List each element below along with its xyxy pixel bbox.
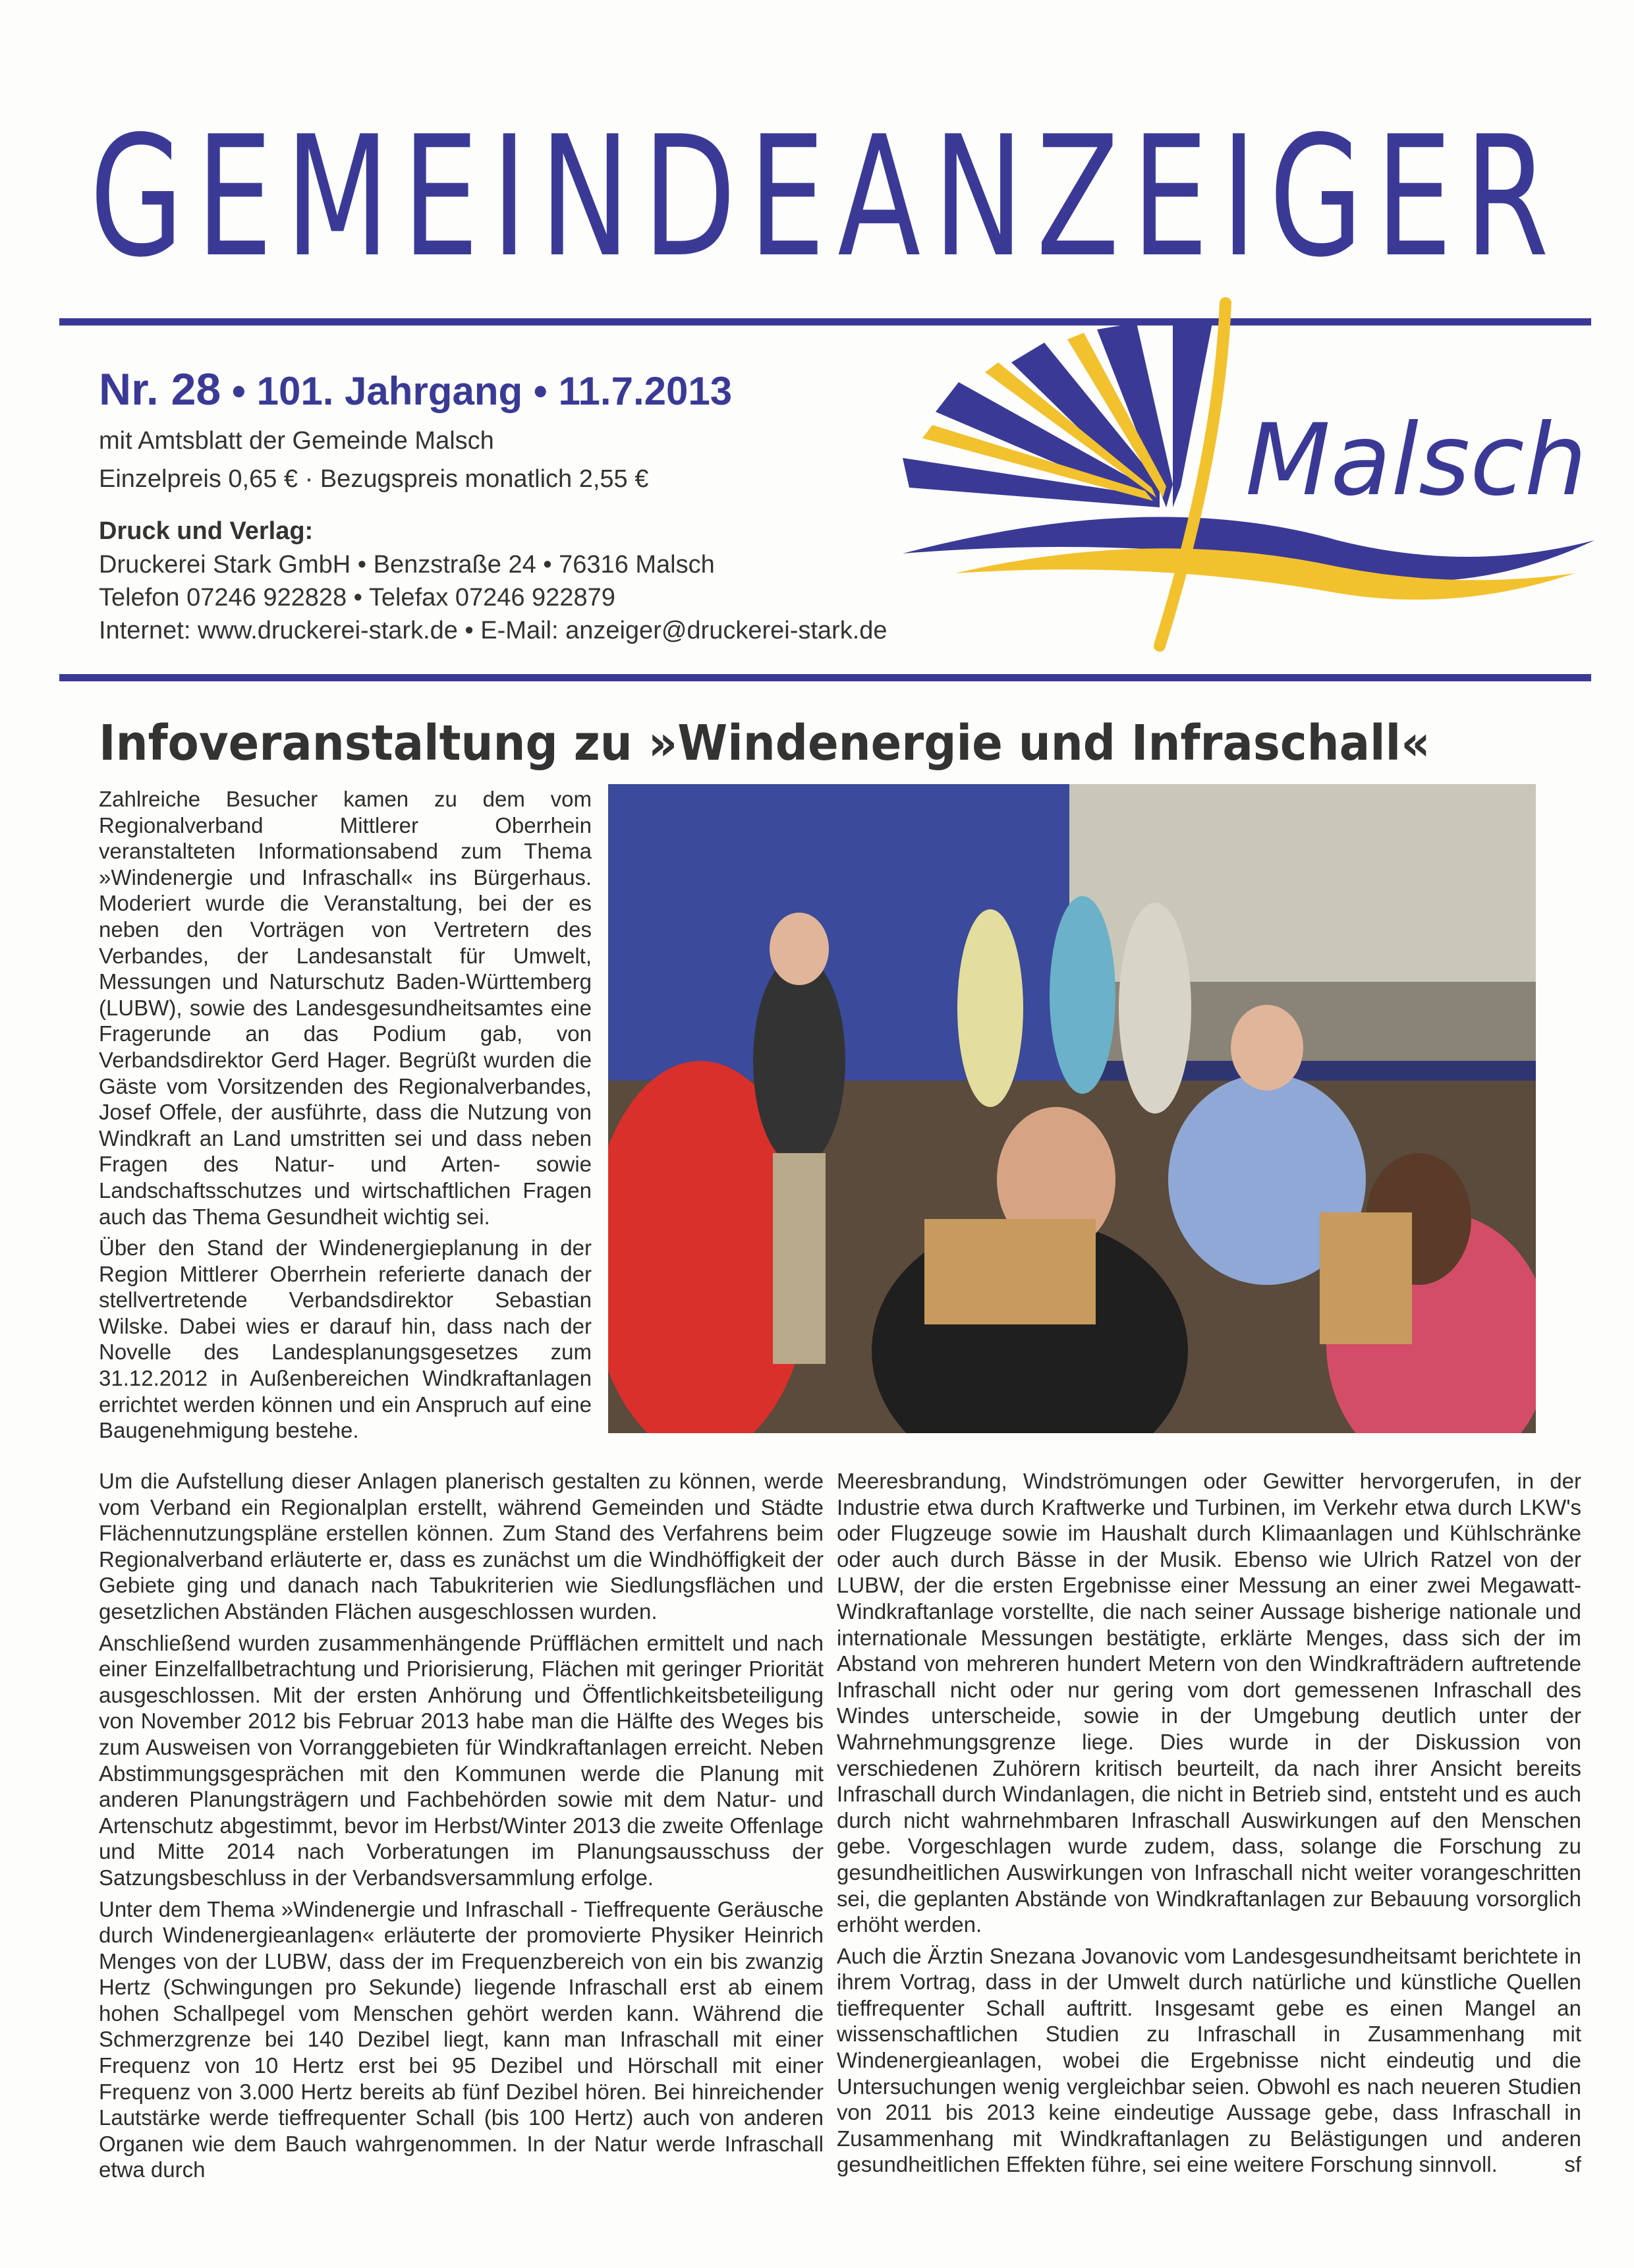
issue-date: 11.7.2013 [558, 369, 733, 413]
right-paragraph-1: Meeresbrandung, Windströmungen oder Gewitter hervorgerufen, in der Industrie etwa durch Kraftwerke und Turbinen, im Verkehr etwa durch LKW's oder Flugzeuge sowie im Haushalt durch Klimaanlagen und Kühlschränke oder auch durch Bässe in der Musik. Ebenso wie Ulrich Ratzel von der LUBW, der die ersten Ergebnisse einer Messung an einer zwei Megawatt-Windkraftanlage vorstellte, die nach seiner Aussage bisherige nationale und internationale Messungen bestätigte, erklärte Menges, dass sich der im Abstand von mehreren hundert Metern von den Windkrafträdern auftretende Infraschall nicht oder nur gering vom dort gemessenen Infraschall des Windes unterscheide, sowie in der Umgebung deutlich unter der Wahrnehmungsgrenze liege. Dies wurde in der Diskussion von verschiedenen Zuhörern kritisch beurteilt, da nach ihrer Ansicht bereits Infraschall durch Windanlagen, die nicht in Betrieb sind, entsteht und es auch durch nicht wahrnehmbaren Infraschall Auswirkungen auf den Menschen gebe. Vorgeschlagen wurde zudem, dass, solange die Forschung zu gesundheitlichen Auswirkungen von Infraschall nicht weiter vorangeschritten sei, die geplanten Abstände von Windkraftanlagen zur Bebauung vorsorglich erhöht werden. [837, 1469, 1581, 1937]
right-paragraph-2-text: Auch die Ärztin Snezana Jovanovic vom Landesgesundheitsamt berichtete in ihrem Vortrag, dass in der Umwelt durch natürliche und künstliche Quellen tieffrequenter Schall auftritt. Insgesamt gebe es einen Mangel an wissenschaftlichen Studien zu Infraschall in Zusammenhang mit Windenergieanlagen, wobei die Ergebnisse nicht eindeutig und die Untersuchungen wenig vergleichbar seien. Obwohl es nach neueren Studien von 2011 bis 2013 keine eindeutige Aussage gebe, dass Infraschall in Zusammenhang mit Windkraftanlagen zu Belästigungen und anderen gesundheitlichen Effekten führe, sei eine weitere Forschung sinnvoll. [837, 1943, 1581, 2177]
sunburst-icon [903, 320, 1212, 507]
right-paragraph-2 [837, 1943, 1581, 2178]
author-signature: sf [1564, 2152, 1581, 2177]
issue-line [99, 364, 732, 415]
article-column-left [99, 1468, 824, 2226]
left-paragraph-3: Unter dem Thema »Windenergie und Infraschall - Tieffrequente Geräusche durch Windenergieanlagen« erläuterte der promovierte Physiker Heinrich Menges von der LUBW, dass der im Frequenzbereich von ein bis zwanzig Hertz (Schwingungen pro Sekunde) liegende Infraschall erst ab einem hohen Schallpegel vom Menschen gehört werden kann. Während die Schmerzgrenze bei 140 Dezibel liegt, kann man Infraschall mit einer Frequenz von 10 Hertz erst bei 95 Dezibel und Hörschall mit einer Frequenz von 3.000 Hertz bereits ab fünf Dezibel hören. Bei hinreichender Lautstärke werde tieffrequenter Schall (bis 100 Hertz) auch von anderen Organen wie dem Bauch wahrgenommen. In der Natur werde Infraschall etwa durch [99, 1896, 824, 2182]
left-paragraph-1: Um die Aufstellung dieser Anlagen planerisch gestalten zu können, werde vom Verband ein Regionalplan erstellt, während Gemeinden und Städte Flächennutzungspläne erstellen können. Zum Stand des Verfahrens beim Regionalverband erläuterte er, dass es zunächst um die Windhöffigkeit der Gebiete ging und danach nach Tabukriterien wie Siedlungsflächen und gesetzlichen Abständen Flächen ausgeschlossen wurden. [99, 1469, 824, 1624]
price-line: Einzelpreis 0,65 € · Bezugspreis monatlich 2,55 € [99, 465, 649, 493]
publisher-web: Internet: www.druckerei-stark.de • E-Mail: anzeiger@druckerei-stark.de [99, 617, 887, 644]
amtsblatt-line: mit Amtsblatt der Gemeinde Malsch [99, 427, 494, 455]
logo-text: Malsch [1245, 403, 1587, 518]
narrow-paragraph-2: Über den Stand der Windenergieplanung in der Region Mittlerer Oberrhein referierte danach der stellvertretende Verbandsdirektor Sebastian Wilske. Dabei wies er darauf hin, dass nach der Novelle des Landesplanungsgesetzes zum 31.12.2012 in Außenbereichen Windkraftanlagen errichtet werden können und ein Anspruch auf eine Baugenehmigung bestehe. [99, 1235, 592, 1443]
bullet-1: • [231, 369, 257, 413]
article-headline: Infoveranstaltung zu »Windenergie und Infraschall« [99, 715, 1430, 772]
article-column-narrow [99, 786, 592, 1465]
malsch-logo [876, 290, 1594, 659]
publisher-address: Druckerei Stark GmbH • Benzstraße 24 • 76316 Malsch [99, 551, 715, 579]
masthead-rule-bottom [59, 674, 1591, 681]
masthead-title: GEMEINDEANZEIGER [90, 101, 1562, 294]
left-paragraph-2: Anschließend wurden zusammenhängende Prüfflächen ermittelt und nach einer Einzelfallbetrachtung und Priorisierung, Flächen mit geringer Priorität ausgeschlossen. Mit der ersten Anhörung und Öffentlichkeitsbeteiligung von November 2012 bis Februar 2013 habe man die Hälfte des Weges bis zum Ausweisen von Vorranggebieten für Windkraftanlagen erreicht. Neben Abstimmungsgesprächen mit den Kommunen werde die Planung mit anderen Planungsträgern und Fachbehörden sowie mit dem Natur- und Artenschutz abgestimmt, bevor im Herbst/Winter 2013 die zweite Offenlage und Mitte 2014 nach Vorberatungen im Planungsausschuss der Satzungsbeschluss in der Verbandsversammlung erfolge. [99, 1630, 824, 1890]
publisher-heading: Druck und Verlag: [99, 517, 314, 545]
issue-year: 101. Jahrgang [256, 369, 523, 413]
bullet-2: • [533, 369, 559, 413]
narrow-paragraph-1: Zahlreiche Besucher kamen zu dem vom Regionalverband Mittlerer Oberrhein veranstalteten Informationsabend zum Thema »Windenergie und Infraschall« ins Bürgerhaus. Moderiert wurde die Veranstaltung, bei der es neben den Vorträgen von Vertretern des Verbandes, der Landesanstalt für Umwelt, Messungen und Naturschutz Baden-Württemberg (LUBW), sowie des Landesgesundheitsamtes eine Fragerunde an das Podium gab, von Verbandsdirektor Gerd Hager. Begrüßt wurden die Gäste vom Vorsitzenden des Regionalverbandes, Josef Offele, der ausführte, dass die Nutzung von Windkraft an Land umstritten sei und dass neben Fragen des Natur- und Arten- sowie Landschaftsschutzes und wirtschaftlichen Fragen auch das Thema Gesundheit wichtig sei. [99, 787, 592, 1229]
issue-number: Nr. 28 [99, 364, 221, 414]
article-column-right [837, 1468, 1581, 2226]
event-photo [608, 784, 1536, 1433]
publisher-phones: Telefon 07246 922828 • Telefax 07246 922879 [99, 584, 615, 611]
